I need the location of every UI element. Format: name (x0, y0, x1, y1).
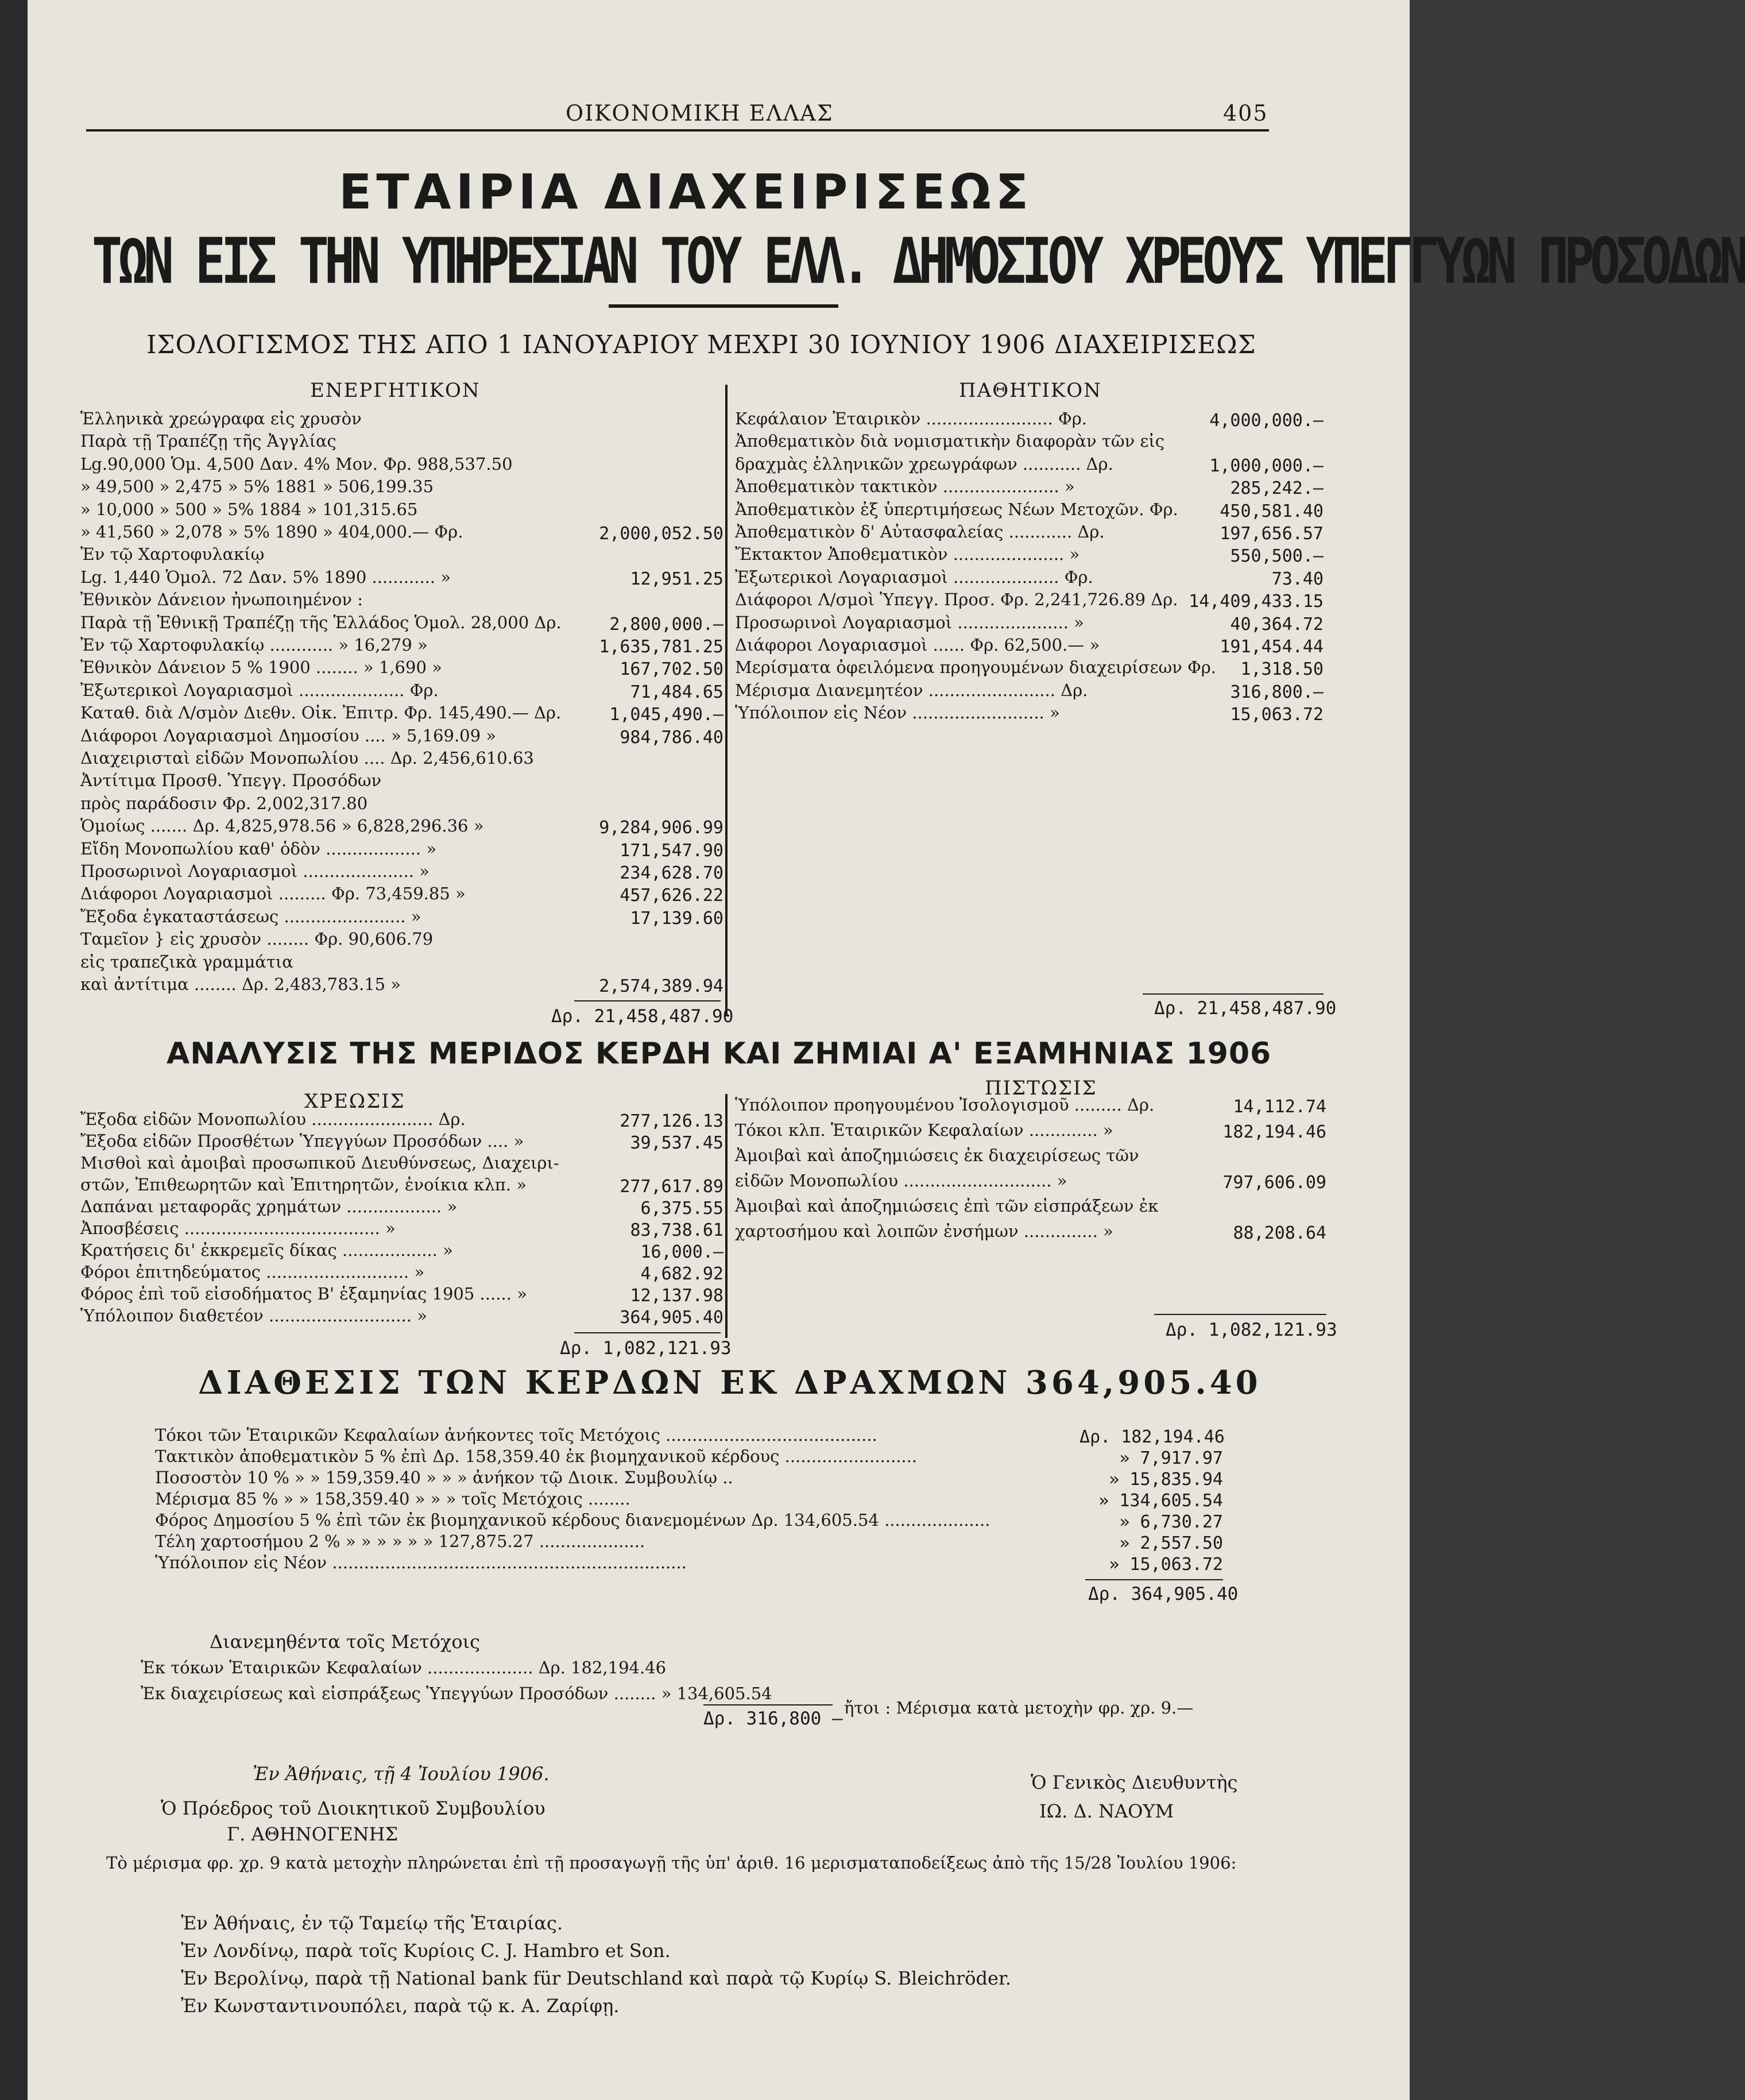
asset-line-text: Εἴδη Μονοπωλίου καθ' ὁδὸν .................. » (80, 838, 437, 858)
credit-line-text: Ὑπόλοιπον προηγουμένου Ἰσολογισμοῦ ......... Δρ. (735, 1095, 1155, 1115)
distribution-line-text: Τέλη χαρτοσήμου 2 % » » » » » » 127,875.27 .................... (155, 1532, 645, 1551)
asset-line-amount: 167,702.50 (620, 659, 723, 680)
credit-line-text: χαρτοσήμου καὶ λοιπῶν ἐνσήμων .............. » (735, 1221, 1113, 1241)
asset-line-text: Καταθ. διὰ Λ/σμὸν Διεθν. Οἰκ. Ἐπιτρ. Φρ. 145,490.— Δρ. (80, 703, 562, 723)
liability-line-amount: 285,242.— (1230, 478, 1324, 499)
asset-line-text: Ἐν τῷ Χαρτοφυλακίῳ ............ » 16,279 » (80, 635, 428, 655)
liability-line-text: Προσωρινοὶ Λογαριασμοὶ ..................... » (735, 612, 1084, 632)
debit-line-text: Δαπάναι μεταφορᾶς χρημάτων .................. » (80, 1197, 458, 1216)
credit-total-rule (1154, 1314, 1326, 1315)
distribution-line-text: Φόρος Δημοσίου 5 % ἐπὶ τῶν ἐκ βιομηχανικοῦ κέρδους διανεμομένων Δρ. 134,605.54 .................... (155, 1510, 990, 1530)
place-date: Ἐν Ἀθήναις, τῇ 4 Ἰουλίου 1906. (253, 1763, 550, 1785)
asset-line-amount: 984,786.40 (620, 727, 723, 748)
assets-heading: ΕΝΕΡΓΗΤΙΚΟΝ (310, 379, 481, 402)
debit-line-amount: 6,375.55 (640, 1198, 723, 1219)
liability-line-text: Ἀποθεματικὸν τακτικὸν ...................... » (735, 477, 1075, 497)
liability-line-amount: 197,656.57 (1220, 524, 1324, 544)
liability-line-text: Ἀποθεματικὸν δ' Αὐτασφαλείας ............ Δρ. (735, 522, 1105, 542)
distribution-line-amount: » 15,835.94 (1109, 1469, 1223, 1490)
asset-line-text: Ἐθνικὸν Δάνειον 5 % 1900 ........ » 1,690 » (80, 658, 442, 678)
payment-place: Ἐν Ἀθήναις, ἐν τῷ Ταμείῳ τῆς Ἑταιρίας. (181, 1912, 563, 1934)
credit-line-amount: 14,112.74 (1233, 1097, 1326, 1117)
debit-line-text: Κρατήσεις δι' ἐκκρεμεῖς δίκας .................. » (80, 1240, 453, 1260)
payment-place: Ἐν Βερολίνῳ, παρὰ τῇ National bank für Deutschland καὶ παρὰ τῷ Κυρίῳ S. Bleichröder. (181, 1967, 1011, 1989)
distribution-heading: ΔΙΑΘΕΣΙΣ ΤΩΝ ΚΕΡΔΩΝ ΕΚ ΔΡΑΧΜΩΝ 364,905.40 (198, 1364, 1262, 1402)
pl-divider (725, 1094, 728, 1338)
book-spine (0, 0, 28, 2100)
liability-line-amount: 450,581.40 (1220, 501, 1324, 521)
liability-line-amount: 550,500.— (1230, 546, 1324, 567)
liability-line-text: Διάφοροι Λογαριασμοὶ ...... Φρ. 62,500.— » (735, 635, 1100, 655)
debit-line-text: Ἀποσβέσεις ..................................... » (80, 1219, 396, 1238)
asset-line-text: Ἐν τῷ Χαρτοφυλακίῳ (80, 544, 265, 564)
shareholders-heading: Διανεμηθέντα τοῖς Μετόχοις (210, 1631, 481, 1653)
debit-line-text: Φόροι ἐπιτηδεύματος ........................... » (80, 1262, 425, 1282)
asset-line-text: » 49,500 » 2,475 » 5% 1881 » 506,199.35 (80, 477, 434, 497)
liability-line-amount: 40,364.72 (1230, 614, 1324, 635)
credit-line-amount: 797,606.09 (1222, 1173, 1326, 1193)
liability-line-text: Μέρισμα Διανεμητέον ........................ Δρ. (735, 680, 1088, 700)
debit-line-text: Μισθοὶ καὶ ἀμοιβαὶ προσωπικοῦ Διευθύνσεως, Διαχειρι- (80, 1153, 559, 1173)
distribution-line-amount: » 7,917.97 (1119, 1448, 1223, 1468)
director-role: Ὁ Γενικὸς Διευθυντὴς (1031, 1772, 1238, 1793)
credit-line-amount: 88,208.64 (1233, 1223, 1326, 1243)
liabilities-total-rule (1143, 993, 1324, 995)
asset-line-text: Ὁμοίως ....... Δρ. 4,825,978.56 » 6,828,296.36 » (80, 816, 484, 836)
asset-line-text: καὶ ἀντίτιμα ........ Δρ. 2,483,783.15 » (80, 974, 401, 994)
asset-line-text: Lg. 1,440 Ὁμολ. 72 Δαν. 5% 1890 ............ » (80, 567, 451, 587)
liability-line-amount: 191,454.44 (1220, 637, 1324, 657)
pl-heading: ΑΝΑΛΥΣΙΣ ΤΗΣ ΜΕΡΙΔΟΣ ΚΕΡΔΗ ΚΑΙ ΖΗΜΙΑΙ Α' ΕΞΑΜΗΝΙΑΣ 1906 (167, 1037, 1272, 1071)
debit-total: Δρ. 1,082,121.93 (560, 1338, 732, 1359)
asset-line-text: Ἔξοδα ἐγκαταστάσεως ....................... » (80, 906, 421, 926)
liability-line-text: δραχμὰς ἑλληνικῶν χρεωγράφων ........... Δρ. (735, 454, 1113, 474)
asset-line-amount: 1,635,781.25 (599, 637, 723, 657)
debit-line-amount: 277,617.89 (620, 1177, 723, 1197)
liability-line-text: Ἐξωτερικοὶ Λογαριασμοὶ .................... Φρ. (735, 567, 1093, 587)
asset-line-text: Ἀντίτιμα Προσθ. Ὑπεγγ. Προσόδων (80, 771, 382, 791)
balance-divider (725, 385, 728, 1016)
asset-line-amount: 457,626.22 (620, 885, 723, 906)
asset-line-amount: 2,000,052.50 (599, 524, 723, 544)
distribution-line-text: Τόκοι τῶν Ἑταιρικῶν Κεφαλαίων ἀνήκοντες τοῖς Μετόχοις ........................................ (155, 1425, 877, 1445)
asset-line-amount: 2,800,000.— (609, 614, 723, 635)
credit-line-text: Ἀμοιβαὶ καὶ ἀποζημιώσεις ἐπὶ τῶν εἰσπράξεων ἐκ (735, 1196, 1159, 1216)
payment-place: Ἐν Λονδίνῳ, παρὰ τοῖς Κυρίοις C. J. Hambro et Son. (181, 1940, 671, 1962)
liability-line-text: Ὑπόλοιπον εἰς Νέον ......................... » (735, 703, 1060, 723)
distribution-line-text: Ὑπόλοιπον εἰς Νέον ................................................................... (155, 1553, 687, 1572)
credit-total: Δρ. 1,082,121.93 (1166, 1320, 1337, 1340)
asset-line-text: Ἐθνικὸν Δάνειον ἠνωποιημένον : (80, 590, 363, 610)
debit-line-amount: 277,126.13 (620, 1111, 723, 1131)
credit-line-text: εἰδῶν Μονοπωλίου ............................ » (735, 1171, 1067, 1190)
shareholders-total-rule (703, 1704, 833, 1705)
debit-line-text: Ἔξοδα εἰδῶν Μονοπωλίου ....................... Δρ. (80, 1109, 466, 1129)
distribution-line-amount: » 2,557.50 (1119, 1533, 1223, 1553)
asset-line-amount: 234,628.70 (620, 863, 723, 883)
asset-line-amount: 17,139.60 (630, 908, 723, 929)
liability-line-text: Ἀποθεματικὸν διὰ νομισματικὴν διαφορὰν τῶν εἰς (735, 431, 1164, 451)
dividend-per-share: ἤτοι : Μέρισμα κατὰ μετοχὴν φρ. χρ. 9.— (844, 1698, 1194, 1718)
shareholders-line-2: Ἐκ διαχειρίσεως καὶ εἰσπράξεως Ὑπεγγύων Προσόδων ........ » 134,605.54 (141, 1684, 772, 1703)
debit-line-amount: 12,137.98 (630, 1286, 723, 1306)
asset-line-text: Παρὰ τῇ Τραπέζῃ τῆς Ἀγγλίας (80, 431, 336, 451)
distribution-total-rule (1085, 1579, 1223, 1580)
asset-line-text: πρὸς παράδοσιν Φρ. 2,002,317.80 (80, 793, 368, 813)
asset-line-text: Διάφοροι Λογαριασμοὶ ......... Φρ. 73,459.85 » (80, 884, 466, 904)
credit-line-amount: 182,194.46 (1222, 1122, 1326, 1142)
distribution-line-text: Τακτικὸν ἀποθεματικὸν 5 % ἐπὶ Δρ. 158,359.40 ἐκ βιομηχανικοῦ κέρδους ......................... (155, 1447, 918, 1466)
dividend-payment-note: Τὸ μέρισμα φρ. χρ. 9 κατὰ μετοχὴν πληρώνεται ἐπὶ τῇ προσαγωγῇ τῆς ὑπ' ἀριθ. 16 μερισματαποδείξεως ἀπὸ τῆς 15/28 Ἰουλίου 1906: (106, 1853, 1237, 1873)
president-name: Γ. ΑΘΗΝΟΓΕΝΗΣ (227, 1823, 398, 1845)
liability-line-amount: 1,318.50 (1240, 659, 1324, 680)
president-role: Ὁ Πρόεδρος τοῦ Διοικητικοῦ Συμβουλίου (161, 1797, 545, 1819)
debit-line-text: Ὑπόλοιπον διαθετέον ........................... » (80, 1306, 427, 1325)
debit-line-amount: 4,682.92 (640, 1264, 723, 1284)
debit-line-text: Φόρος ἐπὶ τοῦ εἰσοδήματος Β' ἑξαμηνίας 1905 ...... » (80, 1284, 527, 1304)
asset-line-text: Ταμεῖον } εἰς χρυσὸν ........ Φρ. 90,606.79 (80, 929, 434, 949)
liability-line-text: Διάφοροι Λ/σμοὶ Ὑπεγγ. Προσ. Φρ. 2,241,726.89 Δρ. (735, 590, 1178, 610)
asset-line-text: εἰς τραπεζικὰ γραμμάτια (80, 952, 293, 972)
liability-line-text: Ἔκτακτον Ἀποθεματικὸν ..................... » (735, 544, 1080, 564)
credit-line-text: Τόκοι κλπ. Ἑταιρικῶν Κεφαλαίων ............. » (735, 1120, 1113, 1140)
liabilities-total: Δρ. 21,458,487.90 (1154, 998, 1337, 1019)
running-title: ΟΙΚΟΝΟΜΙΚΗ ΕΛΛΑΣ (566, 100, 834, 126)
liability-line-amount: 73.40 (1271, 568, 1324, 589)
distribution-line-amount: Δρ. 182,194.46 (1079, 1427, 1225, 1447)
asset-line-text: Ἐξωτερικοὶ Λογαριασμοὶ .................... Φρ. (80, 680, 439, 700)
asset-line-amount: 12,951.25 (630, 568, 723, 589)
liability-line-amount: 316,800.— (1230, 682, 1324, 702)
debit-total-rule (574, 1332, 721, 1333)
asset-line-text: Lg.90,000 Ὁμ. 4,500 Δαν. 4% Μον. Φρ. 988,537.50 (80, 454, 513, 474)
distribution-line-amount: » 6,730.27 (1119, 1512, 1223, 1532)
liability-line-amount: 14,409,433.15 (1189, 591, 1324, 612)
asset-line-text: » 10,000 » 500 » 5% 1884 » 101,315.65 (80, 499, 418, 519)
title-rule (609, 304, 838, 308)
payment-place: Ἐν Κωνσταντινουπόλει, παρὰ τῷ κ. Α. Ζαρίφῃ. (181, 1995, 620, 2017)
company-title: ΕΤΑΙΡΙΑ ΔΙΑΧΕΙΡΙΣΕΩΣ (339, 164, 1034, 220)
debit-line-amount: 83,738.61 (630, 1220, 723, 1240)
shareholders-total: Δρ. 316,800 — (703, 1708, 843, 1729)
asset-line-text: Παρὰ τῇ Ἐθνικῇ Τραπέζῃ τῆς Ἑλλάδος Ὁμολ. 28,000 Δρ. (80, 612, 562, 632)
asset-line-amount: 171,547.90 (620, 840, 723, 861)
header-rule (86, 129, 1269, 132)
asset-line-text: » 41,560 » 2,078 » 5% 1890 » 404,000.— Φρ. (80, 522, 463, 542)
credit-heading: ΠΙΣΤΩΣΙΣ (985, 1077, 1097, 1100)
page-number: 405 (1223, 100, 1268, 126)
distribution-line-text: Μέρισμα 85 % » » 158,359.40 » » » τοῖς Μετόχοις ........ (155, 1489, 630, 1509)
debit-heading: ΧΡΕΩΣΙΣ (304, 1090, 405, 1113)
asset-line-text: Διαχειρισταὶ εἰδῶν Μονοπωλίου .... Δρ. 2,456,610.63 (80, 748, 534, 768)
liability-line-text: Μερίσματα ὀφειλόμενα προηγουμένων διαχειρίσεων Φρ. (735, 658, 1217, 678)
liability-line-amount: 1,000,000.— (1209, 455, 1324, 476)
distribution-line-amount: » 134,605.54 (1098, 1491, 1223, 1511)
distribution-total: Δρ. 364,905.40 (1088, 1584, 1239, 1604)
liabilities-heading: ΠΑΘΗΤΙΚΟΝ (959, 379, 1102, 402)
asset-line-text: Διάφοροι Λογαριασμοὶ Δημοσίου .... » 5,169.09 » (80, 725, 497, 745)
director-name: ΙΩ. Δ. ΝΑΟΥΜ (1039, 1800, 1174, 1822)
liability-line-amount: 4,000,000.— (1209, 411, 1324, 431)
distribution-line-amount: » 15,063.72 (1109, 1554, 1223, 1575)
assets-total-rule (574, 1000, 721, 1001)
debit-line-text: στῶν, Ἐπιθεωρητῶν καὶ Ἐπιτηρητῶν, ἐνοίκια κλπ. » (80, 1175, 527, 1194)
distribution-line-text: Ποσοστὸν 10 % » » 159,359.40 » » » ἀνήκον τῷ Διοικ. Συμβουλίῳ .. (155, 1468, 733, 1487)
liability-line-text: Ἀποθεματικὸν ἐξ ὑπερτιμήσεως Νέων Μετοχῶν. Φρ. (735, 499, 1178, 519)
asset-line-amount: 2,574,389.94 (599, 976, 723, 996)
shareholders-line-1: Ἐκ τόκων Ἑταιρικῶν Κεφαλαίων .................... Δρ. 182,194.46 (141, 1658, 667, 1677)
liability-line-text: Κεφάλαιον Ἑταιρικὸν ........................ Φρ. (735, 409, 1087, 428)
asset-line-amount: 9,284,906.99 (599, 818, 723, 838)
assets-total: Δρ. 21,458,487.90 (551, 1006, 734, 1027)
asset-line-amount: 1,045,490.— (609, 705, 723, 725)
asset-line-text: Ἑλληνικὰ χρεώγραφα εἰς χρυσὸν (80, 409, 362, 428)
debit-line-amount: 39,537.45 (630, 1133, 723, 1153)
balance-title: ΙΣΟΛΟΓΙΣΜΟΣ ΤΗΣ ΑΠΟ 1 ΙΑΝΟΥΑΡΙΟΥ ΜΕΧΡΙ 30 ΙΟΥΝΙΟΥ 1906 ΔΙΑΧΕΙΡΙΣΕΩΣ (146, 330, 1256, 359)
debit-line-amount: 16,000.— (640, 1242, 723, 1262)
debit-line-text: Ἔξοδα εἰδῶν Προσθέτων Ὑπεγγύων Προσόδων .... » (80, 1131, 524, 1151)
credit-line-text: Ἀμοιβαὶ καὶ ἀποζημιώσεις ἐκ διαχειρίσεως τῶν (735, 1146, 1139, 1165)
liability-line-amount: 15,063.72 (1230, 705, 1324, 725)
asset-line-amount: 71,484.65 (630, 682, 723, 702)
company-subtitle: ΤΩΝ ΕΙΣ ΤΗΝ ΥΠΗΡΕΣΙΑΝ ΤΟΥ ΕΛΛ. ΔΗΜΟΣΙΟΥ ΧΡΕΟΥΣ ΥΠΕΓΓΥΩΝ ΠΡΟΣΟΔΩΝ (92, 224, 1745, 298)
debit-line-amount: 364,905.40 (620, 1308, 723, 1328)
asset-line-text: Προσωρινοὶ Λογαριασμοὶ ..................... » (80, 861, 430, 881)
